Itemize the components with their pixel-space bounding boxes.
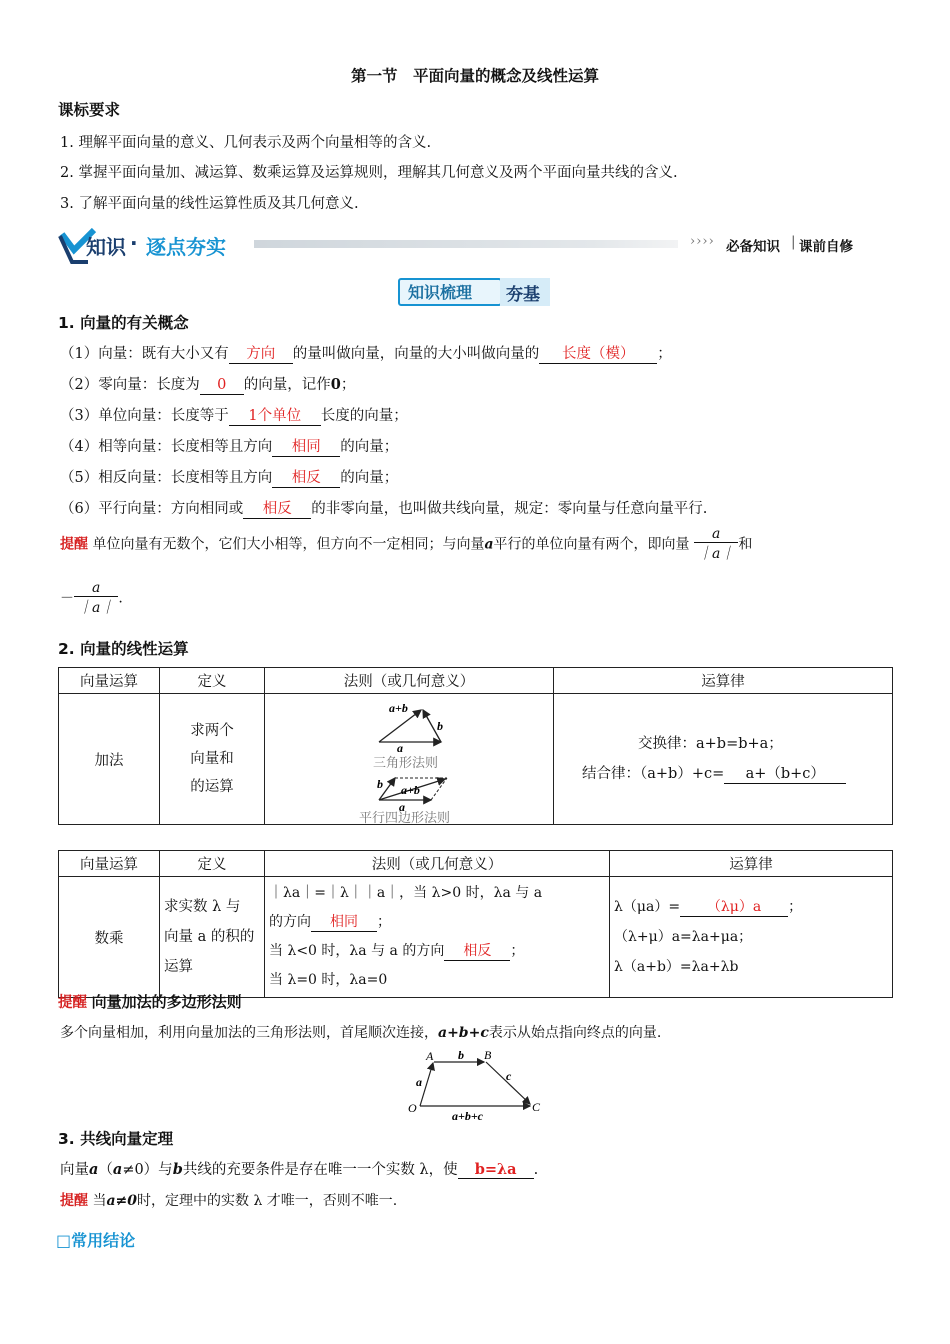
point-A: A — [426, 1049, 434, 1063]
svg-text:c: c — [506, 1069, 512, 1083]
concept-line-4: （4）相等向量：长度相等且方向 相同 的向量； — [60, 439, 399, 455]
checkbox-icon: □ — [56, 1231, 72, 1250]
tip-unit-vector-neg: － $\frac{a}{|a|}$ . — [60, 580, 123, 616]
answer-blank: 相反 — [444, 943, 510, 961]
label-a-plus-b: a+b — [389, 701, 408, 715]
concept-line-2: （2）零向量：长度为 0 的向量，记作0； — [60, 376, 356, 393]
op-addition: 加法 — [59, 694, 160, 825]
answer-blank: b=λa — [458, 1161, 534, 1179]
sec3-heading: 3. 共线向量定理 — [58, 1130, 174, 1148]
table-header: 运算律 — [610, 851, 893, 877]
answer-blank: （λμ）a — [680, 899, 788, 917]
answer-blank: 方向 — [229, 346, 293, 364]
page-title: 第一节 平面向量的概念及线性运算 — [350, 67, 599, 85]
section-banner — [58, 228, 918, 264]
kebiao-item-1: 1. 理解平面向量的意义、几何表示及两个向量相等的含义. — [60, 135, 432, 151]
addition-laws: 交换律：a+b=b+a； 结合律：（a+b）+c= a+（b+c） — [554, 694, 893, 825]
caption-parallelogram: 平行四边形法则 — [359, 810, 451, 824]
polygon-rule-diagram — [400, 1046, 560, 1124]
tip-unit-vector: 提醒 单位向量有无数个，它们大小相等，但方向不一定相同；与向量a平行的单位向量有两个，即向量 $\frac{a}{|a|}$ 和 — [60, 526, 753, 562]
svg-text:b: b — [458, 1048, 464, 1062]
answer-blank: 相同 — [311, 914, 377, 932]
kebiao-item-3: 3. 了解平面向量的线性运算性质及其几何意义. — [60, 196, 359, 212]
answer-blank: 长度（模） — [539, 346, 657, 364]
answer-blank: a+（b+c） — [724, 766, 846, 784]
sec2-heading: 2. 向量的线性运算 — [58, 640, 189, 658]
svg-text:b: b — [377, 777, 383, 791]
concept-line-6: （6）平行向量：方向相同或 相反 的非零向量，也叫做共线向量，规定：零向量与任意向量平行. — [60, 501, 708, 517]
collinear-theorem: 向量a（a≠0）与b共线的充要条件是存在唯一一个实数 λ，使 b=λa . — [60, 1161, 539, 1178]
addition-figures — [265, 694, 554, 825]
kebiao-heading: 课标要求 — [58, 101, 121, 119]
svg-text:a: a — [399, 800, 405, 814]
svg-text:a: a — [416, 1075, 422, 1089]
tip-collinear: 提醒 当a≠0时，定理中的实数 λ 才唯一，否则不唯一. — [60, 1193, 398, 1209]
svg-text:a+b: a+b — [401, 783, 420, 797]
sub-banner — [398, 274, 556, 306]
vector-addition-diagram — [265, 694, 553, 824]
answer-blank: 相反 — [243, 501, 311, 519]
banner-bar — [254, 240, 678, 248]
scalar-multiplication-table — [58, 850, 893, 998]
banner-dot: · — [130, 231, 138, 255]
answer-blank: 相反 — [272, 470, 340, 488]
tip-polygon-rule: 提醒 向量加法的多边形法则 — [58, 993, 242, 1011]
op-scalar: 数乘 — [59, 877, 160, 998]
answer-blank: 相同 — [272, 439, 340, 457]
concept-line-5: （5）相反向量：长度相等且方向 相反 的向量； — [60, 470, 399, 486]
fraction: $\frac{a}{|a|}$ — [74, 580, 118, 617]
caption-triangle: 三角形法则 — [373, 755, 439, 770]
def-scalar: 求实数 λ 与 向量 a 的积的 运算 — [160, 877, 265, 998]
table-header: 向量运算 — [59, 851, 160, 877]
scalar-rules: ｜λa｜=｜λ｜｜a｜，当 λ>0 时，λa 与 a 的方向 相同 ； 当 λ<0 时，λa 与 a 的方向 相反 ； 当 λ=0 时，λa=0 — [265, 877, 610, 998]
scalar-laws: λ（μa）= （λμ）a ； （λ+μ）a=λa+μa； λ（a+b）=λa+λb — [610, 877, 893, 998]
banner-title-a: 知识 — [86, 235, 126, 259]
polygon-rule-text: 多个向量相加，利用向量加法的三角形法则，首尾顺次连接，a+b+c表示从始点指向终点的向量. — [60, 1025, 662, 1041]
point-O: O — [408, 1101, 417, 1115]
concept-line-3: （3）单位向量：长度等于 1个单位 长度的向量； — [60, 408, 408, 424]
table-header: 定义 — [160, 668, 265, 694]
banner-title-b: 逐点夯实 — [146, 235, 226, 259]
label-a: a — [397, 741, 403, 755]
def-addition: 求两个 向量和 的运算 — [160, 694, 265, 825]
table-header: 法则（或几何意义） — [265, 668, 554, 694]
sub-banner-tag: 夯基 — [506, 285, 540, 305]
answer-blank: 1个单位 — [229, 408, 321, 426]
kebiao-item-2: 2. 掌握平面向量加、减运算、数乘运算及运算规则，理解其几何意义及两个平面向量共线的含义. — [60, 165, 678, 181]
banner-sep: | — [791, 234, 796, 250]
table-header: 向量运算 — [59, 668, 160, 694]
concept-line-1: （1）向量：既有大小又有 方向 的量叫做向量，向量的大小叫做向量的 长度（模） ； — [60, 346, 672, 362]
table-header: 定义 — [160, 851, 265, 877]
banner-right-b: 课前自修 — [799, 239, 853, 255]
point-C: C — [532, 1100, 541, 1114]
fraction: $\frac{a}{|a|}$ — [694, 526, 738, 563]
banner-right-a: 必备知识 — [726, 239, 780, 255]
point-B: B — [484, 1048, 492, 1062]
sub-banner-label: 知识梳理 — [408, 283, 473, 302]
addition-table — [58, 667, 893, 825]
answer-blank: 0 — [200, 377, 244, 395]
conclusion-heading: □常用结论 — [56, 1231, 136, 1250]
table-header: 运算律 — [554, 668, 893, 694]
svg-text:a+b+c: a+b+c — [452, 1109, 484, 1123]
table-header: 法则（或几何意义） — [265, 851, 610, 877]
banner-arrows-icon: ›››› — [690, 234, 715, 249]
label-b: b — [437, 719, 443, 733]
sec1-heading: 1. 向量的有关概念 — [58, 314, 189, 332]
